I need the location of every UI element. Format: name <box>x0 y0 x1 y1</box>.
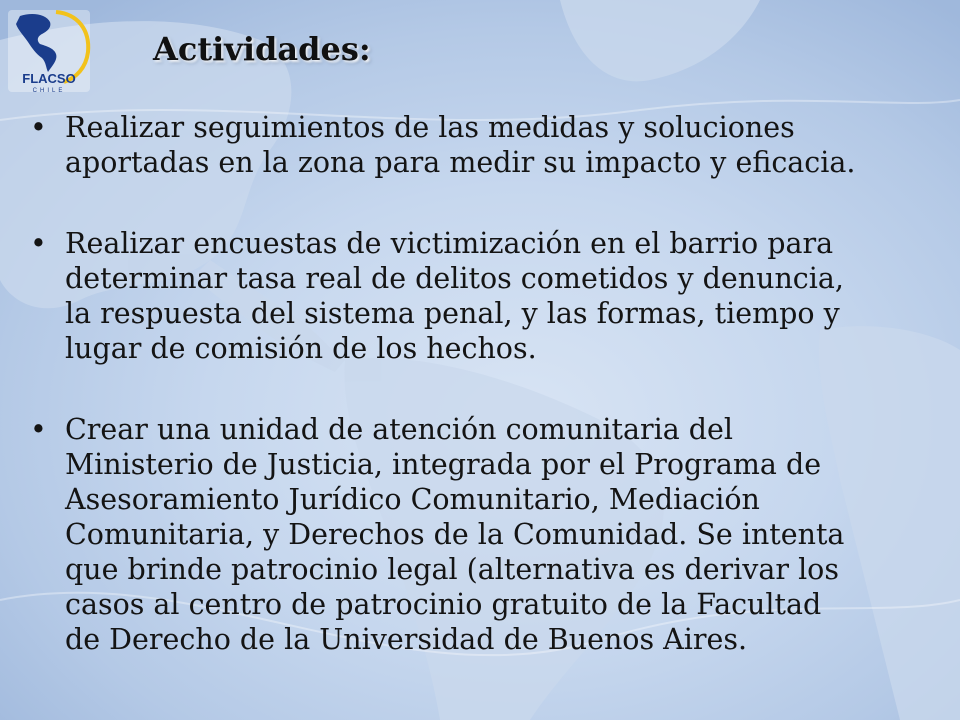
logo-country-text: CHILE <box>32 88 66 94</box>
bullet-item <box>30 110 930 180</box>
bullet-dot: • <box>30 111 47 144</box>
bullet-text: Realizar encuestas de victimización en el barrio para determinar tasa real de delitos cometidos y denuncia, la respuesta del sistema penal, y las formas, tiempo y lugar de comisión de los hechos. <box>65 227 844 365</box>
logo-org-text: FLACSO <box>22 71 76 86</box>
bullet-text: Realizar seguimientos de las medidas y soluciones aportadas en la zona para medir su impacto y eficacia. <box>65 111 856 179</box>
flacso-logo <box>6 8 92 94</box>
slide-title: Actividades: <box>153 30 371 68</box>
bullet-dot: • <box>30 413 47 446</box>
bullet-dot: • <box>30 227 47 260</box>
bullet-item <box>30 412 930 657</box>
bullet-text: Crear una unidad de atención comunitaria del Ministerio de Justicia, integrada por el Programa de Asesoramiento Jurídico Comunitario, Mediación Comunitaria, y Derechos de la Comunidad. Se intenta que brinde patrocinio legal (alternativa es derivar los casos al centro de patrocinio gratuito de la Facultad de Derecho de la Universidad de Buenos Aires. <box>65 413 845 656</box>
bullet-item <box>30 226 930 366</box>
